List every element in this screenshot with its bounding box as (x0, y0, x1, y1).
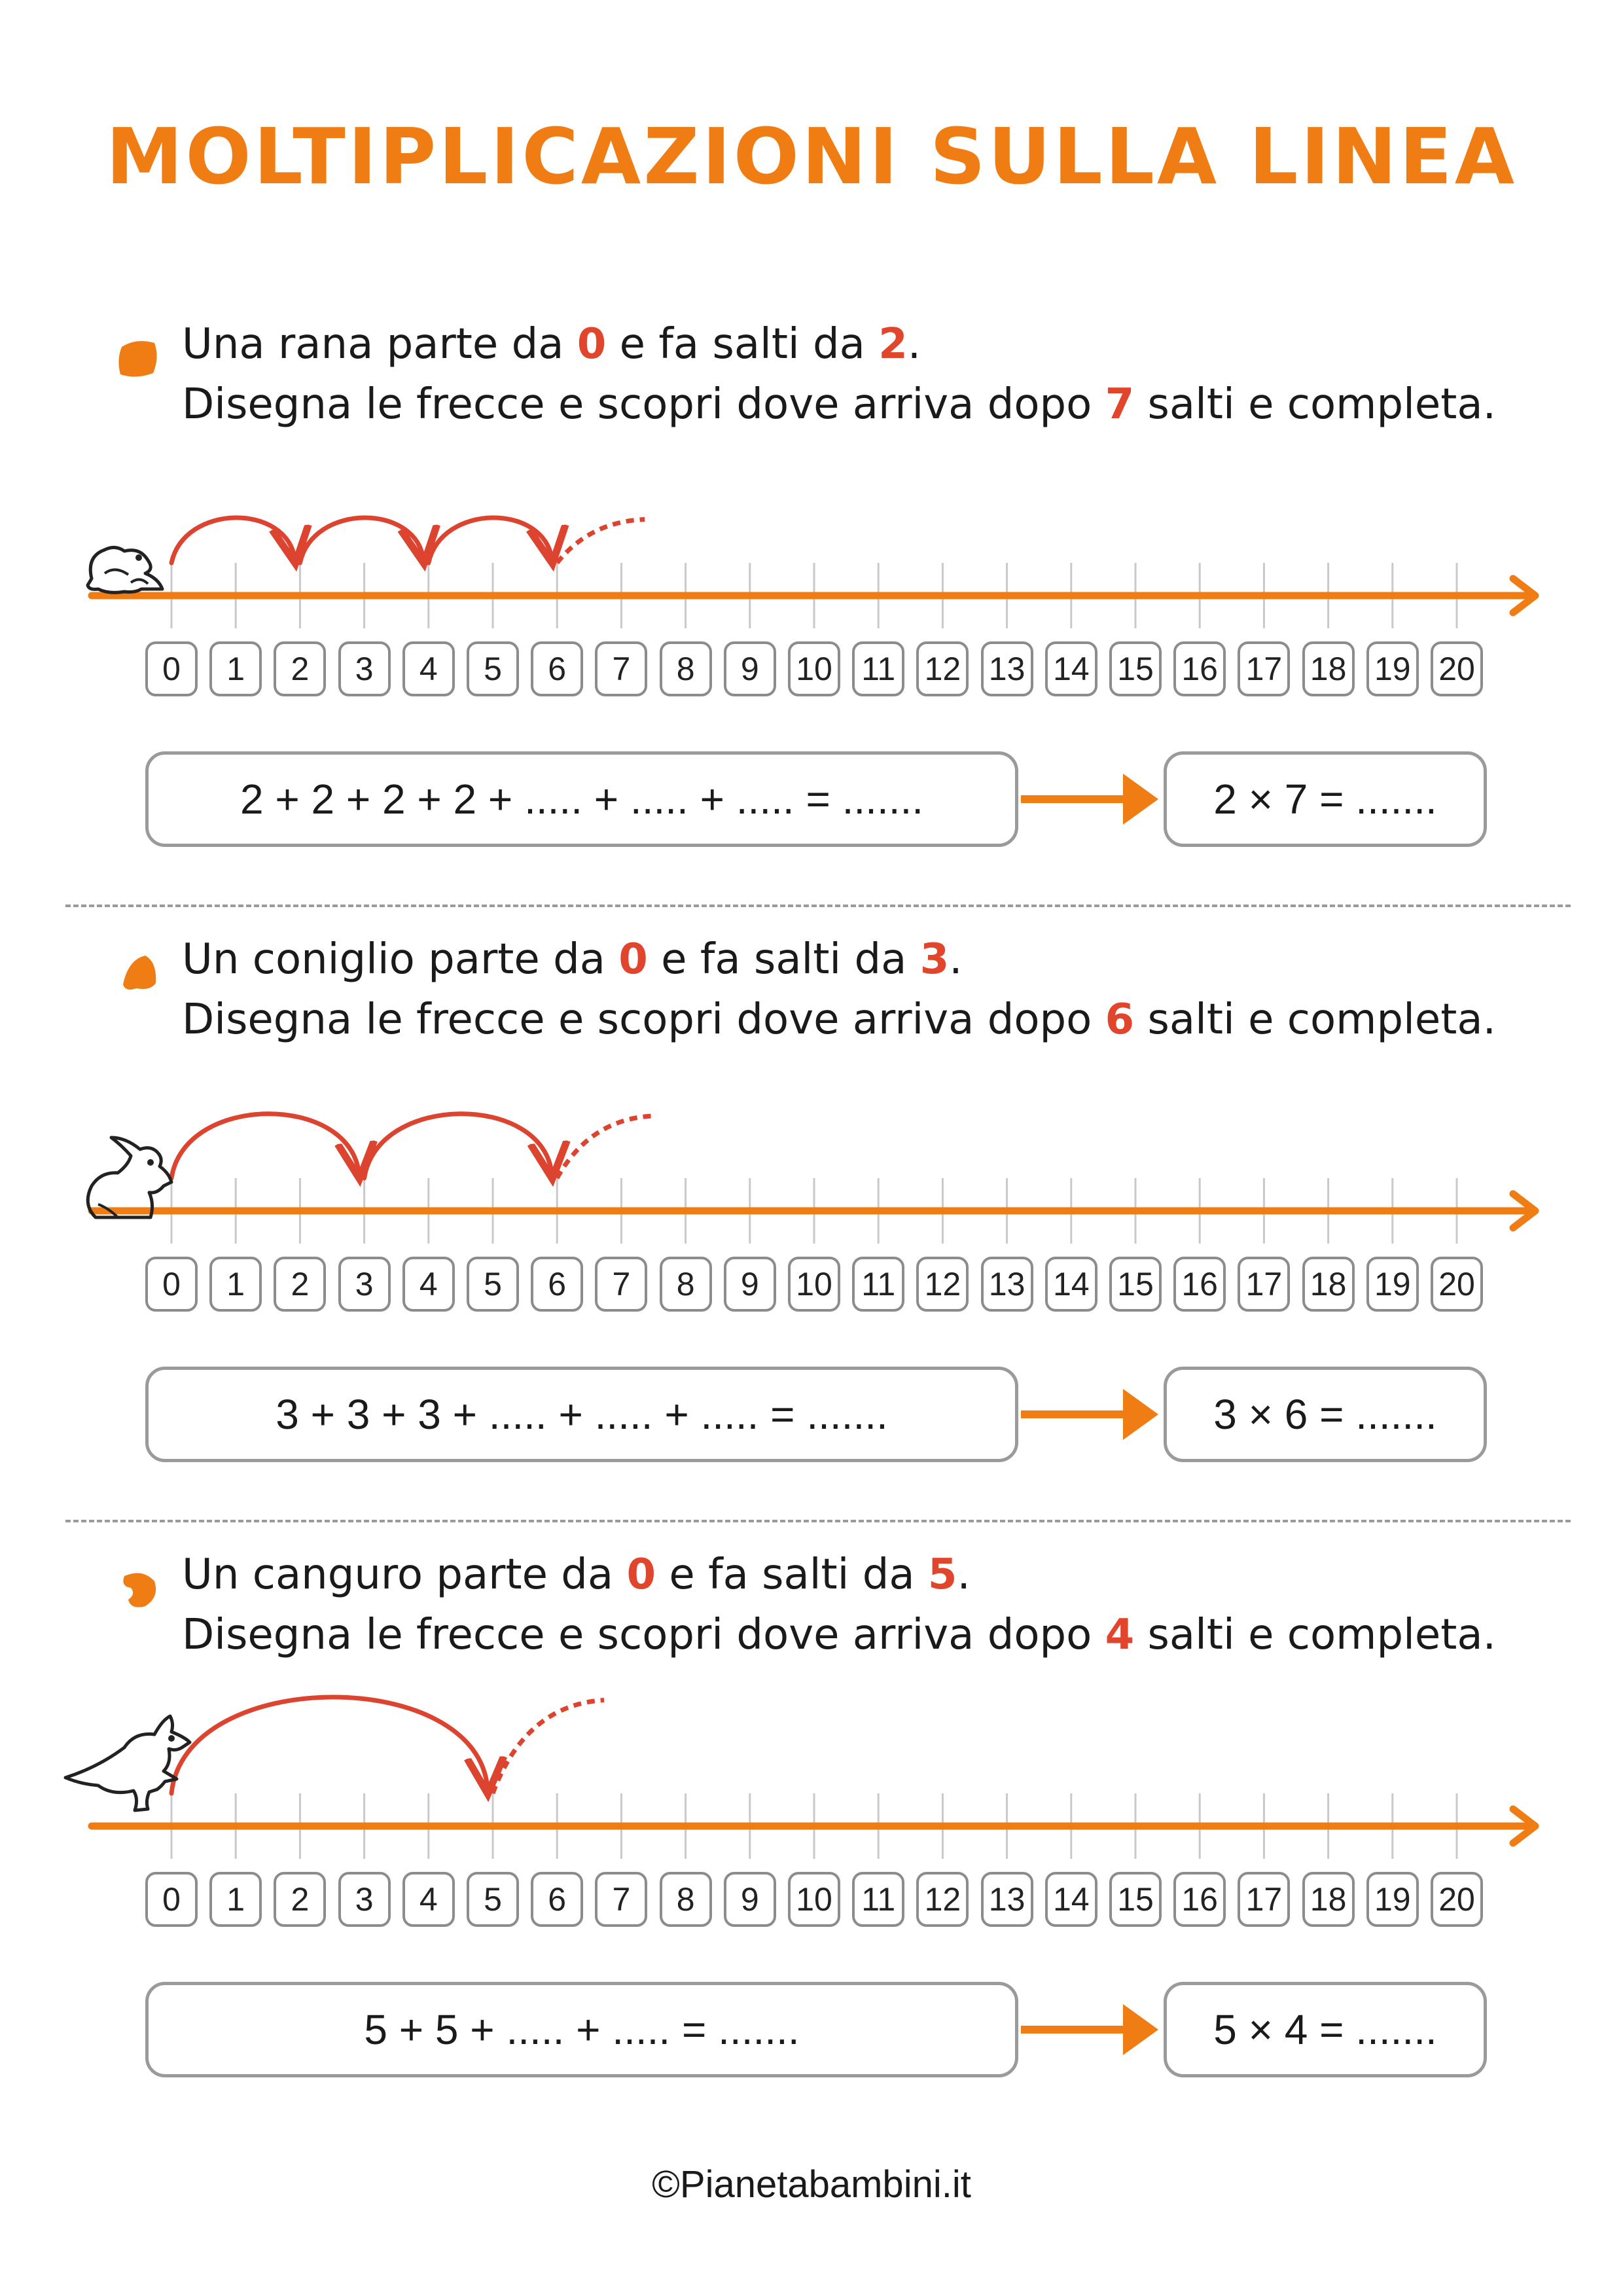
number-label-16: 16 (1173, 1872, 1226, 1927)
multiplication-box[interactable]: 3 × 6 = ....... (1164, 1367, 1487, 1462)
exercise-3 (0, 1545, 1623, 2134)
number-label-4: 4 (402, 1872, 455, 1927)
number-label-18: 18 (1302, 1872, 1355, 1927)
number-label-7: 7 (595, 641, 647, 696)
result-arrow-icon (1021, 2004, 1158, 2055)
instruction-line-1: Un canguro parte da 0 e fa salti da 5. (182, 1551, 971, 1599)
number-label-11: 11 (852, 1257, 904, 1312)
number-label-12: 12 (916, 1257, 969, 1312)
next-jump-dashed-arrow (493, 1700, 604, 1794)
result-arrow-icon (1021, 774, 1158, 825)
number-label-16: 16 (1173, 1257, 1226, 1312)
number-label-0: 0 (145, 1872, 198, 1927)
number-label-19: 19 (1366, 641, 1419, 696)
number-label-15: 15 (1109, 1872, 1162, 1927)
jump-arrow (171, 518, 294, 563)
frog-icon (88, 547, 162, 592)
result-arrow-icon (1021, 1389, 1158, 1440)
instruction-line-2: Disegna le frecce e scopri dove arriva dopo 6 salti e completa. (182, 996, 1496, 1044)
multiplication-box[interactable]: 5 × 4 = ....... (1164, 1982, 1487, 2077)
number-label-2: 2 (274, 1257, 326, 1312)
number-label-8: 8 (660, 641, 712, 696)
number-label-2: 2 (274, 641, 326, 696)
number-label-9: 9 (724, 641, 776, 696)
number-label-11: 11 (852, 641, 904, 696)
number-label-5: 5 (467, 1257, 519, 1312)
jump-arrow (365, 1114, 552, 1178)
number-label-3: 3 (338, 1872, 391, 1927)
number-label-17: 17 (1238, 641, 1290, 696)
number-label-15: 15 (1109, 1257, 1162, 1312)
number-label-13: 13 (981, 1872, 1033, 1927)
exercise-1 (0, 314, 1623, 903)
number-label-1: 1 (209, 1872, 262, 1927)
multiplication-box[interactable]: 2 × 7 = ....... (1164, 751, 1487, 847)
number-label-4: 4 (402, 641, 455, 696)
number-label-12: 12 (916, 641, 969, 696)
number-label-11: 11 (852, 1872, 904, 1927)
number-label-6: 6 (531, 1257, 583, 1312)
number-label-13: 13 (981, 641, 1033, 696)
number-label-6: 6 (531, 1872, 583, 1927)
copyright-footer: ©Pianetabambini.it (652, 2163, 971, 2206)
addition-box[interactable]: 5 + 5 + ..... + ..... = ....... (145, 1982, 1018, 2077)
instruction-line-2: Disegna le frecce e scopri dove arriva dopo 7 salti e completa. (182, 380, 1496, 429)
number-label-4: 4 (402, 1257, 455, 1312)
number-label-9: 9 (724, 1872, 776, 1927)
number-label-20: 20 (1431, 1872, 1483, 1927)
next-jump-dashed-arrow (557, 1116, 652, 1178)
number-label-6: 6 (531, 641, 583, 696)
jump-arrow (429, 518, 552, 563)
number-label-10: 10 (788, 1257, 840, 1312)
number-label-0: 0 (145, 641, 198, 696)
number-label-5: 5 (467, 1872, 519, 1927)
number-label-10: 10 (788, 641, 840, 696)
dashed-divider (65, 905, 1571, 907)
exercise-2 (0, 929, 1623, 1518)
page-title: MOLTIPLICAZIONI SULLA LINEA (105, 111, 1518, 202)
number-label-8: 8 (660, 1257, 712, 1312)
number-label-12: 12 (916, 1872, 969, 1927)
number-label-13: 13 (981, 1257, 1033, 1312)
number-label-17: 17 (1238, 1872, 1290, 1927)
number-label-0: 0 (145, 1257, 198, 1312)
number-label-3: 3 (338, 641, 391, 696)
addition-box[interactable]: 2 + 2 + 2 + 2 + ..... + ..... + ..... = ....... (145, 751, 1018, 847)
number-label-15: 15 (1109, 641, 1162, 696)
next-jump-dashed-arrow (557, 520, 645, 564)
number-label-19: 19 (1366, 1872, 1419, 1927)
number-label-14: 14 (1045, 1257, 1097, 1312)
number-label-16: 16 (1173, 641, 1226, 696)
number-label-9: 9 (724, 1257, 776, 1312)
number-label-20: 20 (1431, 1257, 1483, 1312)
number-label-2: 2 (274, 1872, 326, 1927)
instruction-line-2: Disegna le frecce e scopri dove arriva dopo 4 salti e completa. (182, 1611, 1496, 1659)
jump-arrow (300, 518, 423, 563)
number-label-20: 20 (1431, 641, 1483, 696)
number-label-19: 19 (1366, 1257, 1419, 1312)
number-label-1: 1 (209, 641, 262, 696)
instruction-line-1: Una rana parte da 0 e fa salti da 2. (182, 320, 921, 368)
jump-arrow (171, 1697, 488, 1793)
number-label-18: 18 (1302, 1257, 1355, 1312)
number-label-5: 5 (467, 641, 519, 696)
number-label-14: 14 (1045, 1872, 1097, 1927)
number-label-3: 3 (338, 1257, 391, 1312)
number-label-10: 10 (788, 1872, 840, 1927)
instruction-line-1: Un coniglio parte da 0 e fa salti da 3. (182, 935, 963, 984)
number-label-17: 17 (1238, 1257, 1290, 1312)
number-label-7: 7 (595, 1872, 647, 1927)
rabbit-icon (88, 1138, 171, 1217)
addition-box[interactable]: 3 + 3 + 3 + ..... + ..... + ..... = ....... (145, 1367, 1018, 1462)
jump-arrow (171, 1114, 359, 1178)
number-label-18: 18 (1302, 641, 1355, 696)
number-label-1: 1 (209, 1257, 262, 1312)
number-label-14: 14 (1045, 641, 1097, 696)
number-label-7: 7 (595, 1257, 647, 1312)
number-label-8: 8 (660, 1872, 712, 1927)
dashed-divider (65, 1520, 1571, 1522)
